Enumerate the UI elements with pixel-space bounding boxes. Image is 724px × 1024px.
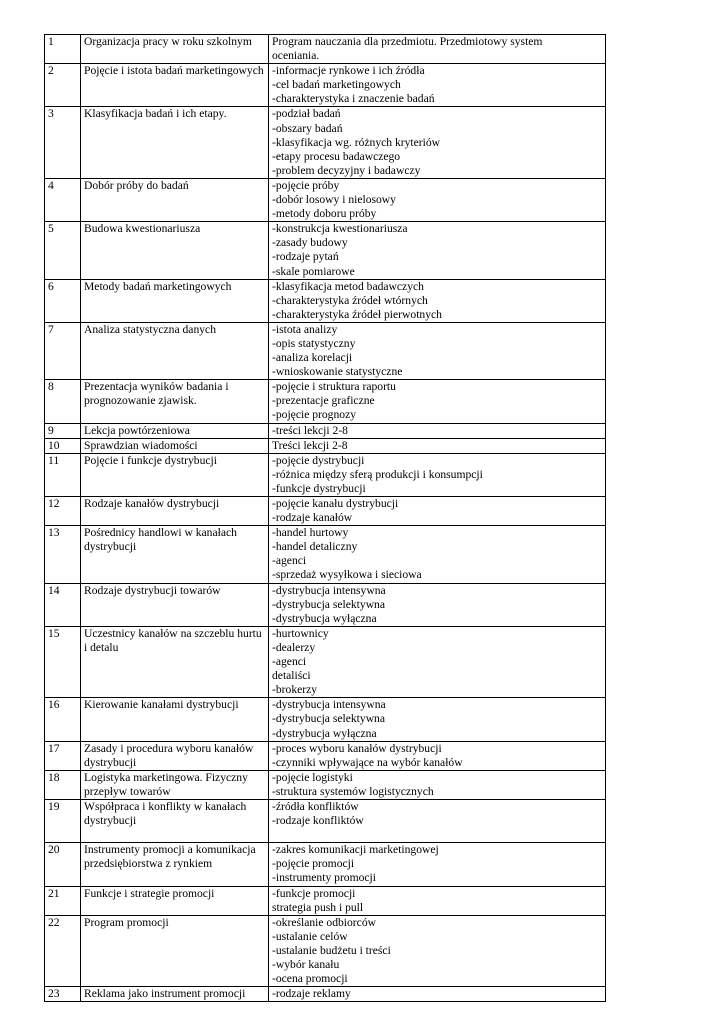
lesson-topic [81, 886, 269, 915]
lesson-content [269, 178, 606, 221]
content-line: -skale pomiarowe [272, 264, 355, 278]
lesson-topic-text: Uczestnicy kanałów na szczeblu hurtu i detalu [84, 626, 262, 654]
lesson-content [269, 497, 606, 526]
content-line: -sprzedaż wysyłkowa i sieciowa [272, 568, 422, 582]
content-line: -pojęcie i struktura raportu [272, 380, 396, 394]
content-line: -informacje rynkowe i ich źródła [272, 64, 425, 78]
lesson-topic-text: Współpraca i konflikty w kanałach dystrybucji [84, 799, 247, 828]
lesson-content [269, 526, 606, 583]
content-line: -agenci [272, 554, 307, 568]
lesson-content [269, 698, 606, 741]
lesson-number: 14 [45, 583, 81, 626]
lesson-topic [81, 626, 269, 697]
lesson-number: 1 [45, 35, 81, 64]
lesson-topic-text: Dobór próby do badań [84, 178, 189, 192]
lesson-topic [81, 222, 269, 279]
content-line: -klasyfikacja wg. różnych kryteriów [272, 135, 441, 149]
table-row [45, 438, 606, 453]
lesson-topic-text: Klasyfikacja badań i ich etapy. [84, 107, 227, 121]
content-line: -proces wyboru kanałów dystrybucji [272, 741, 442, 755]
lesson-topic-text: Pośrednicy handlowi w kanałach dystrybucji [84, 526, 237, 554]
lesson-topic [81, 380, 269, 423]
lesson-topic [81, 107, 269, 178]
lesson-content [269, 987, 606, 1002]
table-row [45, 770, 606, 799]
content-line: -hurtownicy [272, 626, 329, 640]
content-line: -treści lekcji 2-8 [272, 423, 348, 437]
table-row [45, 626, 606, 697]
content-line: -problem decyzyjny i badawczy [272, 163, 421, 177]
content-line: -obszary badań [272, 121, 343, 135]
lesson-number: 21 [45, 886, 81, 915]
content-line: -czynniki wpływające na wybór kanałów [272, 755, 463, 769]
table-row [45, 915, 606, 986]
lesson-number: 13 [45, 526, 81, 583]
content-line: oceniania. [272, 49, 320, 63]
lesson-topic-text: Budowa kwestionariusza [84, 222, 201, 236]
table-row [45, 497, 606, 526]
table-row [45, 987, 606, 1002]
content-line: -charakterystyka i znaczenie badań [272, 92, 435, 106]
content-line: -konstrukcja kwestionariusza [272, 222, 408, 236]
lesson-content [269, 843, 606, 886]
lesson-topic-text: Sprawdzian wiadomości [84, 438, 198, 452]
lesson-topic-text: Logistyka marketingowa. Fizyczny przepływ towarów [84, 770, 248, 798]
lesson-topic [81, 698, 269, 741]
content-line: -ustalanie celów [272, 929, 348, 943]
lesson-topic [81, 526, 269, 583]
content-line: -funkcje promocji [272, 886, 356, 900]
lesson-number: 8 [45, 380, 81, 423]
lesson-topic-text: Rodzaje dystrybucji towarów [84, 583, 221, 597]
lesson-content [269, 64, 606, 107]
lesson-topic-text: Kierowanie kanałami dystrybucji [84, 698, 239, 712]
lesson-topic-text: Reklama jako instrument promocji [84, 987, 246, 1001]
content-line: detaliści [272, 669, 311, 683]
lesson-topic-text: Zasady i procedura wyboru kanałów dystrybucji [84, 741, 254, 769]
table-row [45, 222, 606, 279]
lesson-topic-text: Pojęcie i istota badań marketingowych [84, 64, 264, 78]
content-line: -prezentacje graficzne [272, 394, 375, 408]
content-line: -zakres komunikacji marketingowej [272, 843, 439, 857]
lesson-topic [81, 583, 269, 626]
lesson-topic-text: Instrumenty promocji a komunikacja przedsiębiorstwa z rynkiem [84, 843, 256, 871]
lesson-content [269, 222, 606, 279]
lesson-content [269, 438, 606, 453]
lesson-number: 9 [45, 423, 81, 438]
content-line: -handel hurtowy [272, 526, 349, 540]
content-line: -dystrybucja intensywna [272, 583, 386, 597]
lesson-number: 2 [45, 64, 81, 107]
table-row [45, 886, 606, 915]
table-row [45, 843, 606, 886]
content-line: Treści lekcji 2-8 [272, 438, 348, 452]
content-line: -wybór kanału [272, 958, 340, 971]
table-row [45, 178, 606, 221]
lesson-topic [81, 843, 269, 886]
lesson-content [269, 583, 606, 626]
content-line: -ocena promocji [272, 972, 348, 986]
table-body [45, 35, 606, 1002]
lesson-content [269, 322, 606, 379]
lesson-content [269, 107, 606, 178]
content-line: -agenci [272, 655, 307, 669]
table-row [45, 526, 606, 583]
content-line: -dealerzy [272, 640, 316, 654]
lesson-topic-text: Lekcja powtórzeniowa [84, 423, 190, 437]
content-line: -określanie odbiorców [272, 915, 376, 929]
content-line: -rodzaje konfliktów [272, 814, 364, 828]
lesson-content [269, 741, 606, 770]
lesson-topic [81, 438, 269, 453]
content-line: -pojęcie promocji [272, 857, 355, 871]
content-line: -metody doboru próby [272, 207, 377, 221]
lesson-number: 20 [45, 843, 81, 886]
lesson-number: 19 [45, 799, 81, 842]
lesson-topic [81, 279, 269, 322]
lesson-content [269, 453, 606, 496]
lesson-topic-text: Funkcje i strategie promocji [84, 886, 215, 900]
content-line: -funkcje dystrybucji [272, 481, 366, 495]
content-line: -opis statystyczny [272, 336, 356, 350]
content-line: -dobór losowy i nielosowy [272, 193, 396, 207]
content-line: -pojęcie dystrybucji [272, 453, 365, 467]
lesson-topic [81, 64, 269, 107]
content-line: strategia push i pull [272, 900, 364, 914]
content-line: Program nauczania dla przedmiotu. Przedmiotowy system [272, 35, 543, 48]
lesson-topic-text: Analiza statystyczna danych [84, 322, 216, 336]
lesson-topic [81, 987, 269, 1002]
content-line: -rodzaje reklamy [272, 987, 351, 1001]
content-line: -charakterystyka źródeł wtórnych [272, 293, 428, 307]
content-line: -dystrybucja selektywna [272, 712, 386, 726]
content-line: -etapy procesu badawczego [272, 149, 401, 163]
content-line: -rodzaje kanałów [272, 511, 353, 525]
lesson-topic [81, 915, 269, 986]
lesson-content [269, 279, 606, 322]
content-line: -istota analizy [272, 322, 338, 336]
lesson-topic [81, 423, 269, 438]
content-line: -charakterystyka źródeł pierwotnych [272, 307, 442, 321]
table-row [45, 698, 606, 741]
lesson-content [269, 886, 606, 915]
lesson-number: 11 [45, 453, 81, 496]
lesson-topic [81, 178, 269, 221]
lesson-content [269, 626, 606, 697]
table-row [45, 583, 606, 626]
content-line: -ustalanie budżetu i treści [272, 943, 391, 957]
lesson-plan-table [44, 34, 606, 1002]
content-line: -brokerzy [272, 683, 318, 697]
table-row [45, 107, 606, 178]
content-line: -źródła konfliktów [272, 799, 359, 813]
table-row [45, 64, 606, 107]
content-line: -dystrybucja wyłączna [272, 611, 377, 625]
lesson-topic [81, 741, 269, 770]
lesson-topic [81, 322, 269, 379]
lesson-content [269, 799, 606, 842]
lesson-content [269, 423, 606, 438]
content-line: -dystrybucja wyłączna [272, 726, 377, 740]
table-row [45, 380, 606, 423]
content-line: -dystrybucja intensywna [272, 698, 386, 712]
lesson-topic [81, 799, 269, 842]
content-line: -struktura systemów logistycznych [272, 784, 434, 798]
lesson-number: 10 [45, 438, 81, 453]
lesson-topic [81, 453, 269, 496]
lesson-number: 22 [45, 915, 81, 986]
lesson-content [269, 915, 606, 986]
lesson-number: 18 [45, 770, 81, 799]
table-row [45, 35, 606, 64]
lesson-number: 5 [45, 222, 81, 279]
content-line: -dystrybucja selektywna [272, 597, 386, 611]
content-line: -wnioskowanie statystyczne [272, 365, 403, 379]
content-line: -cel badań marketingowych [272, 78, 401, 92]
lesson-topic-text: Organizacja pracy w roku szkolnym [84, 35, 252, 48]
content-line: -rodzaje pytań [272, 250, 339, 264]
lesson-topic-text: Prezentacja wyników badania i prognozowanie zjawisk. [84, 380, 229, 408]
lesson-topic-text: Rodzaje kanałów dystrybucji [84, 497, 220, 510]
lesson-number: 23 [45, 987, 81, 1002]
content-line: -pojęcie kanału dystrybucji [272, 497, 399, 510]
content-line: -podział badań [272, 107, 341, 121]
lesson-number: 6 [45, 279, 81, 322]
content-line: -pojęcie próby [272, 178, 340, 192]
lesson-topic [81, 770, 269, 799]
content-line: -różnica między sferą produkcji i konsumpcji [272, 467, 483, 481]
content-line: -handel detaliczny [272, 540, 358, 554]
lesson-number: 12 [45, 497, 81, 526]
lesson-topic-text: Pojęcie i funkcje dystrybucji [84, 453, 217, 467]
lesson-topic [81, 497, 269, 526]
content-line: -pojęcie prognozy [272, 408, 357, 422]
table-row [45, 322, 606, 379]
lesson-content [269, 35, 606, 64]
content-line: -analiza korelacji [272, 351, 353, 365]
lesson-topic-text: Metody badań marketingowych [84, 279, 232, 293]
table-row [45, 423, 606, 438]
content-line: -pojęcie logistyki [272, 770, 353, 784]
lesson-number: 15 [45, 626, 81, 697]
table-row [45, 453, 606, 496]
table-row [45, 799, 606, 842]
lesson-number: 7 [45, 322, 81, 379]
lesson-number: 17 [45, 741, 81, 770]
lesson-content [269, 380, 606, 423]
content-line: -zasady budowy [272, 236, 348, 250]
lesson-topic [81, 35, 269, 64]
lesson-number: 16 [45, 698, 81, 741]
lesson-content [269, 770, 606, 799]
lesson-number: 3 [45, 107, 81, 178]
table-row [45, 741, 606, 770]
table-row [45, 279, 606, 322]
content-line [272, 828, 602, 842]
lesson-number: 4 [45, 178, 81, 221]
content-line: -instrumenty promocji [272, 871, 377, 885]
lesson-topic-text: Program promocji [84, 915, 169, 929]
content-line: -klasyfikacja metod badawczych [272, 279, 424, 293]
